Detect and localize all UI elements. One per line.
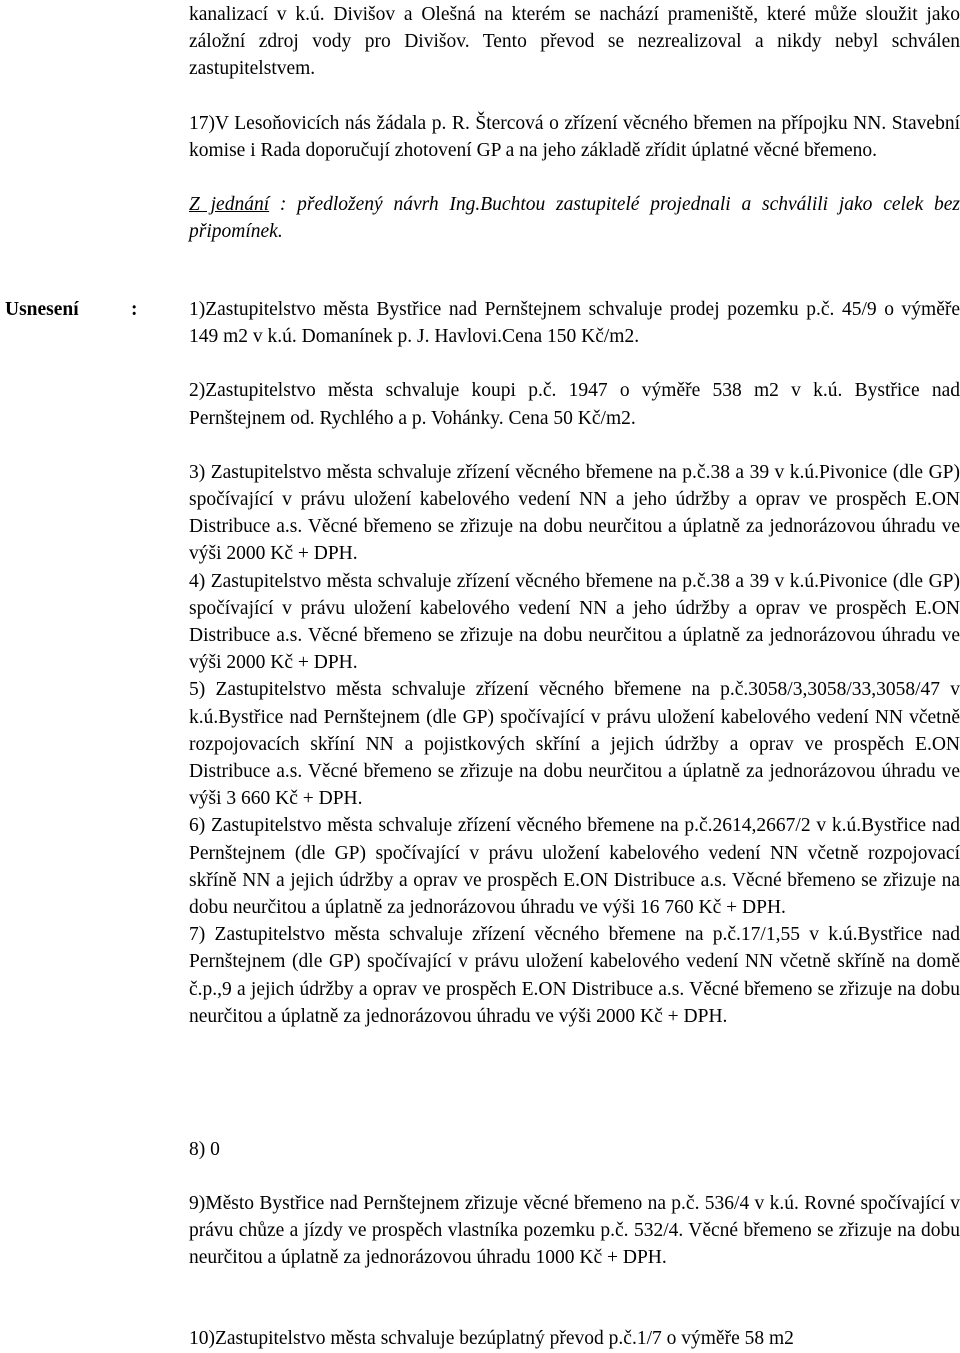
jednani-label: Z jednání [189,194,270,216]
resolution-7: 7) Zastupitelstvo města schvaluje zřízení věcného břemene na p.č.17/1,55 v k.ú.Bystřice nad Pernštejnem (dle GP) spočívající v právu uložení kabelového vedení NN včetně skříně na domě č.p.,9 a jejich údržby a oprav ve prospěch E.ON Distribuce a.s. Věcné břemeno se zřizuje na dobu neurčitou a úplatně za jednorázovou úhradu ve výši 2000 Kč + DPH. [189,924,960,1027]
spacer [189,350,960,377]
resolution-6: 6) Zastupitelstvo města schvaluje zřízení věcného břemene na p.č.2614,2667/2 v k.ú.Bystřice nad Pernštejnem (dle GP) spočívající v právu uložení kabelového vedení NN včetně rozpojovací skříně NN a jejich údržby a oprav ve prospěch E.ON Distribuce a.s. Věcné břemeno se zřizuje na dobu neurčitou a úplatně za jednorázovou úhradu ve výši 16 760 Kč + DPH. [189,815,960,919]
usneseni-label: Usnesení [5,299,79,320]
item-17-paragraph: 17)V Lesoňovicích nás žádala p. R. Štercová o zřízení věcného břemen na přípojku NN. Stavební komise i Rada doporučují zhotovení GP a na jeho základě zřídit úplatné věcné břemeno. [189,112,960,161]
resolution-9-block [189,1190,960,1272]
resolution-8: 8) 0 [189,1139,220,1160]
resolution-1: 1)Zastupitelstvo města Bystřice nad Pernštejnem schvaluje prodej pozemku p.č. 45/9 o výměře 149 m2 v k.ú. Domanínek p. J. Havlovi.Cena 150 Kč/m2. [189,299,960,348]
resolution-10: 10)Zastupitelstvo města schvaluje bezúplatný převod p.č.1/7 o výměře 58 m2 [189,1328,794,1349]
jednani-paragraph [189,191,960,245]
intro-paragraph: kanalizací v k.ú. Divišov a Olešná na kterém se nachází prameniště, které může sloužit jako záložní zdroj vody pro Divišov. Tento převod se nezrealizoval a nikdy nebyl schválen zastupitelstvem. [189,4,960,80]
usneseni-colon: : [131,299,138,320]
resolution-3: 3) Zastupitelstvo města schvaluje zřízení věcného břemene na p.č.38 a 39 v k.ú.Pivonice (dle GP) spočívající v právu uložení kabelového vedení NN a jeho údržby a oprav ve prospěch E.ON Distribuce a.s. Věcné břemeno se zřizuje na dobu neurčitou a úplatně za jednorázovou úhradu ve výši 2000 Kč + DPH. [189,461,960,565]
resolution-2: 2)Zastupitelstvo města schvaluje koupi p.č. 1947 o výměře 538 m2 v k.ú. Bystřice nad Pernštejnem od. Rychlého a p. Vohánky. Cena 50 Kč/m2. [189,380,960,429]
resolution-10-block [189,1325,960,1352]
resolution-8-block [189,1136,960,1163]
resolutions-block [189,296,960,1030]
spacer [189,83,960,110]
spacer [189,432,960,459]
jednani-text: : předložený návrh Ing.Buchtou zastupitelé projednali a schválili jako celek bez připomínek. [189,194,960,243]
resolution-9: 9)Město Bystřice nad Pernštejnem zřizuje věcné břemeno na p.č. 536/4 v k.ú. Rovné spočívající v právu chůze a jízdy ve prospěch vlastníka pozemku p.č. 532/4. Věcné břemeno se zřizuje na dobu neurčitou a úplatně za jednorázovou úhradu 1000 Kč + DPH. [189,1193,960,1269]
resolution-4: 4) Zastupitelstvo města schvaluje zřízení věcného břemene na p.č.38 a 39 v k.ú.Pivonice (dle GP) spočívající v právu uložení kabelového vedení NN a jeho údržby a oprav ve prospěch E.ON Distribuce a.s. Věcné břemeno se zřizuje na dobu neurčitou a úplatně za jednorázovou úhradu ve výši 2000 Kč + DPH. [189,570,960,674]
usneseni-heading [5,296,138,323]
resolution-5: 5) Zastupitelstvo města schvaluje zřízení věcného břemene na p.č.3058/3,3058/33,3058/47 v k.ú.Bystřice nad Pernštejnem (dle GP) spočívající v právu uložení kabelového vedení NN včetně rozpojovacích skříní NN a pojistkových skříní a jejich údržby a oprav ve prospěch E.ON Distribuce a.s. Věcné břemeno se zřizuje na dobu neurčitou a úplatně za jednorázovou úhradu ve výši 3 660 Kč + DPH. [189,679,960,810]
top-block [189,1,960,245]
spacer [189,164,960,191]
